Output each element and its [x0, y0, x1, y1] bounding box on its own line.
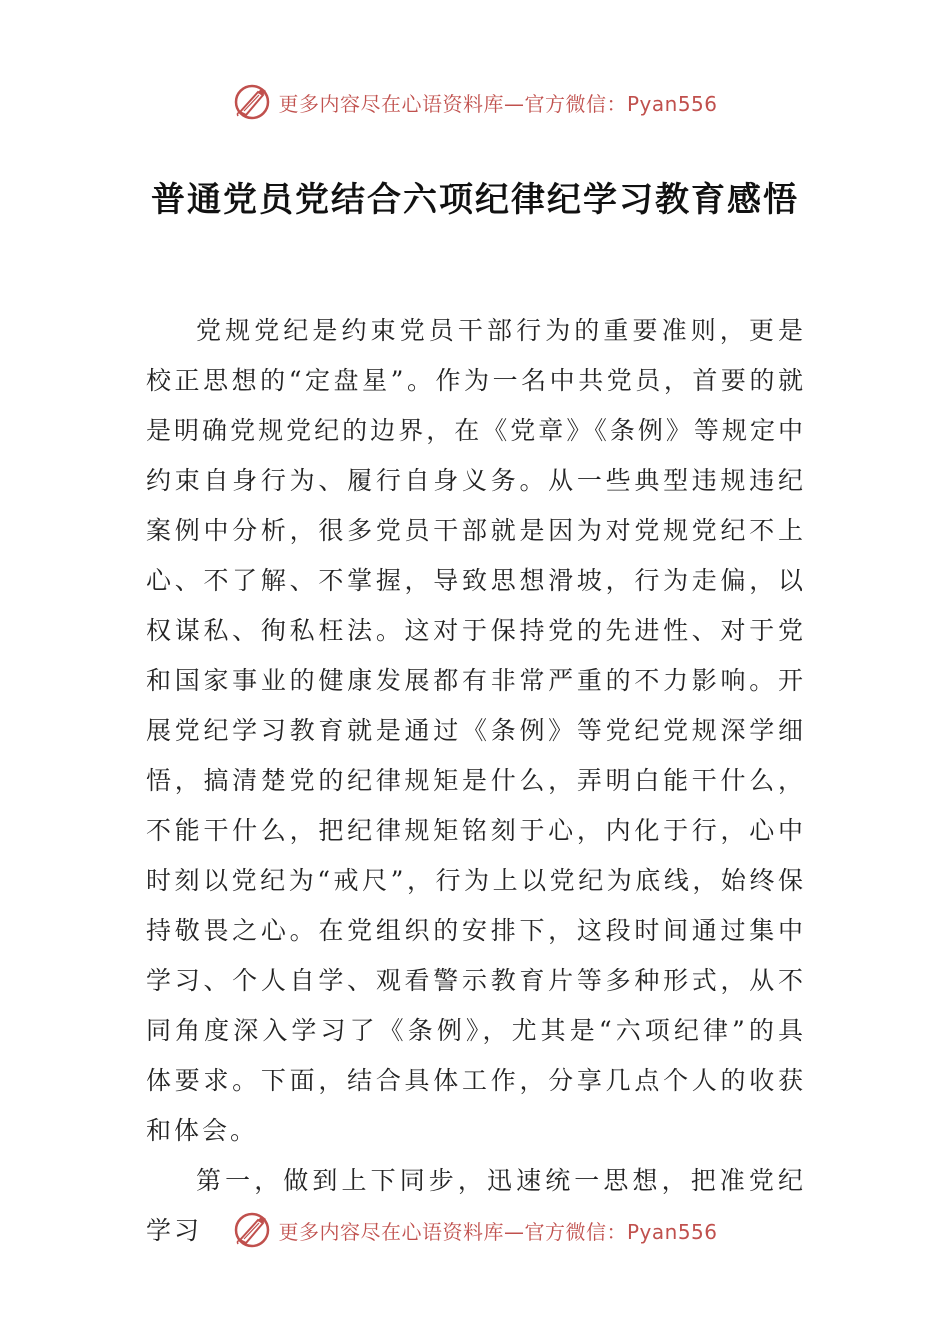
wechat-id: Pyan556 — [626, 91, 718, 116]
pen-nib-logo-icon — [232, 82, 272, 122]
paragraph-1: 党规党纪是约束党员干部行为的重要准则，更是校正思想的“定盘星”。作为一名中共党员，首要的就是明确党规党纪的边界，在《党章》《条例》等规定中约束自身行为、履行自身义务。从一些典型违规违纪案例中分析，很多党员干部就是因为对党规党纪不上心、不了解、不掌握，导致思想滑坡，行为走偏，以权谋私、徇私枉法。这对于保持党的先进性、对于党和国家事业的健康发展都有非常严重的不力影响。开展党纪学习教育就是通过《条例》等党纪党规深学细悟，搞清楚党的纪律规矩是什么，弄明白能干什么，不能干什么，把纪律规矩铭刻于心，内化于行，心中时刻以党纪为“戒尺”，行为上以党纪为底线，始终保持敬畏之心。在党组织的安排下，这段时间通过集中学习、个人自学、观看警示教育片等多种形式，从不同角度深入学习了《条例》，尤其是“六项纪律”的具体要求。下面，结合具体工作，分享几点个人的收获和体会。 — [146, 316, 806, 1145]
document-title: 普通党员党结合六项纪律纪学习教育感悟 — [151, 180, 799, 220]
banner-text — [278, 1216, 717, 1245]
banner-caption: 更多内容尽在心语资料库—官方微信： — [278, 91, 627, 116]
pen-nib-logo-icon — [232, 1210, 272, 1250]
banner-caption: 更多内容尽在心语资料库—官方微信： — [278, 1219, 627, 1244]
header-banner — [0, 80, 950, 124]
paragraph-2: 第一，做到上下同步，迅速统一思想，把准党纪学习 — [146, 1166, 806, 1245]
banner-text — [278, 88, 717, 117]
wechat-id: Pyan556 — [626, 1219, 718, 1244]
document-body — [146, 306, 806, 1256]
footer-banner — [0, 1208, 950, 1252]
